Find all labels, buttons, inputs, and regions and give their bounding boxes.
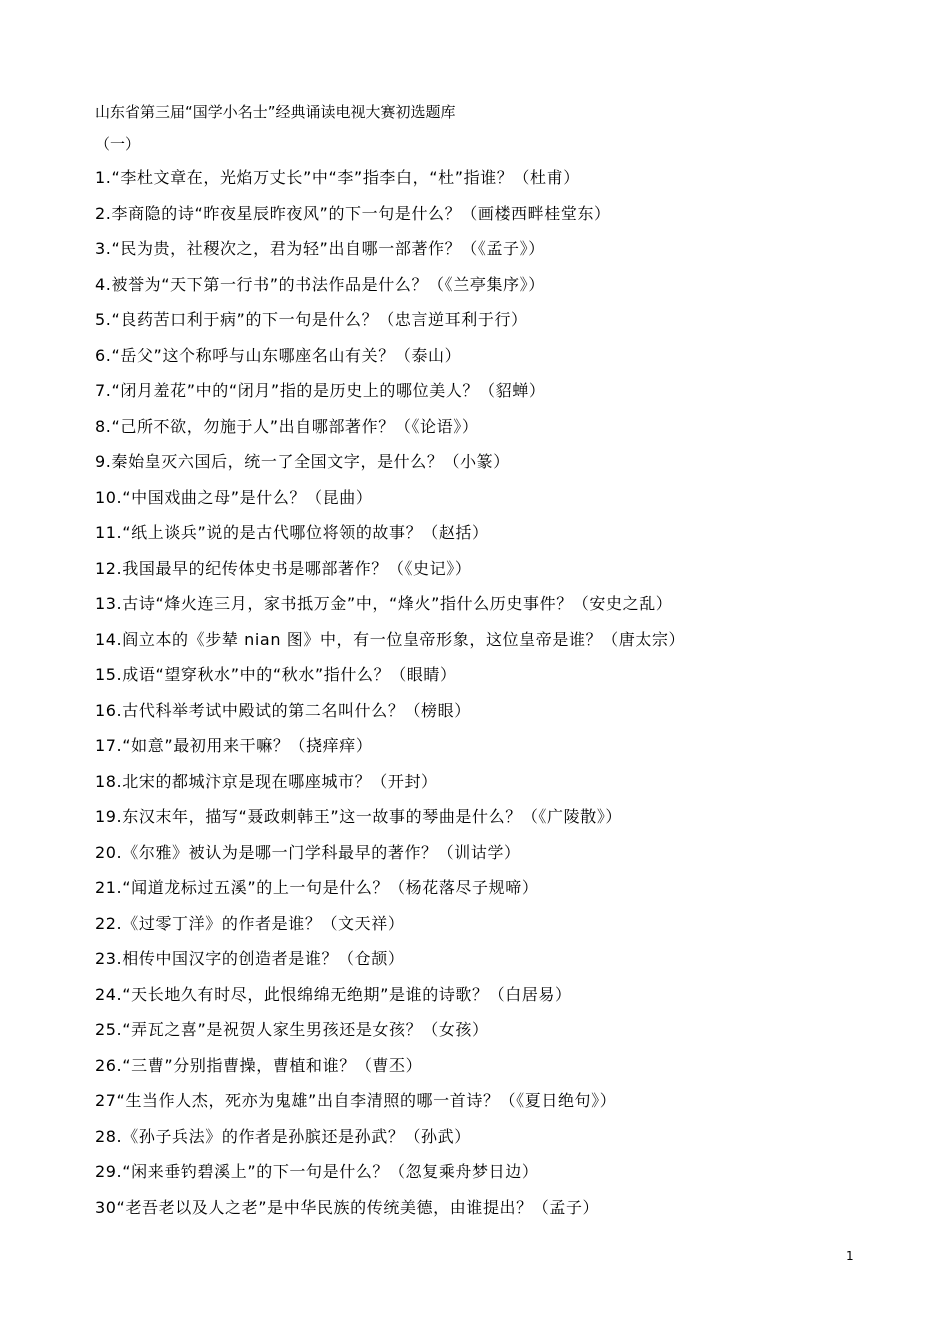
question-item: 16.古代科举考试中殿试的第二名叫什么？（榜眼） — [95, 700, 471, 720]
question-item: 18.北宋的都城汴京是现在哪座城市？（开封） — [95, 771, 438, 791]
question-item: 6.“岳父”这个称呼与山东哪座名山有关？（泰山） — [95, 345, 462, 365]
question-item: 28.《孙子兵法》的作者是孙膑还是孙武？（孙武） — [95, 1126, 471, 1146]
question-item: 29.“闲来垂钓碧溪上”的下一句是什么？（忽复乘舟梦日边） — [95, 1162, 539, 1181]
question-item: 10.“中国戏曲之母”是什么？（昆曲） — [95, 487, 373, 507]
question-item: 12.我国最早的纪传体史书是哪部著作？（《史记》） — [95, 558, 472, 578]
question-item: 19.东汉末年，描写“聂政刺韩王”这一故事的琴曲是什么？（《广陵散》） — [95, 807, 623, 826]
question-list — [95, 166, 895, 1231]
question-item: 17.“如意”最初用来干嘛？（挠痒痒） — [95, 736, 373, 755]
question-item: 22.《过零丁洋》的作者是谁？（文天祥） — [95, 913, 405, 933]
question-item: 4.被誉为“天下第一行书”的书法作品是什么？（《兰亭集序》） — [95, 274, 545, 294]
question-item: 2.李商隐的诗“昨夜星辰昨夜风”的下一句是什么？（画楼西畔桂堂东） — [95, 203, 611, 223]
question-item: 27“生当作人杰，死亦为鬼雄”出自李清照的哪一首诗？（《夏日绝句》） — [95, 1091, 617, 1110]
question-item: 1.“李杜文章在，光焰万丈长”中“李”指李白，“杜”指谁？（杜甫） — [95, 168, 580, 187]
question-item: 25.“弄瓦之喜”是祝贺人家生男孩还是女孩？（女孩） — [95, 1020, 489, 1039]
question-item: 24.“天长地久有时尽，此恨绵绵无绝期”是谁的诗歌？（白居易） — [95, 984, 572, 1004]
question-item: 14.阎立本的《步辇 nian 图》中，有一位皇帝形象，这位皇帝是谁？（唐太宗） — [95, 629, 686, 649]
question-item: 7.“闭月羞花”中的“闭月”指的是历史上的哪位美人？（貂蝉） — [95, 381, 546, 400]
question-item: 20.《尔雅》被认为是哪一门学科最早的著作？（训诂学） — [95, 842, 521, 862]
question-item: 3.“民为贵，社稷次之，君为轻”出自哪一部著作？（《孟子》） — [95, 239, 545, 258]
question-item: 9.秦始皇灭六国后，统一了全国文字，是什么？（小篆） — [95, 452, 510, 471]
question-item: 26.“三曹”分别指曹操，曹植和谁？（曹丕） — [95, 1055, 423, 1075]
question-item: 30“老吾老以及人之老”是中华民族的传统美德，由谁提出？（孟子） — [95, 1197, 600, 1217]
question-item: 21.“闻道龙标过五溪”的上一句是什么？（杨花落尽子规啼） — [95, 878, 539, 897]
section-label: （一） — [95, 135, 141, 153]
question-item: 8.“己所不欲，勿施于人”出自哪部著作？（《论语》） — [95, 416, 479, 436]
question-item: 5.“良药苦口利于病”的下一句是什么？（忠言逆耳利于行） — [95, 310, 528, 329]
page-number: 1 — [846, 1249, 854, 1263]
question-item: 15.成语“望穿秋水”中的“秋水”指什么？（眼睛） — [95, 665, 457, 684]
question-item: 23.相传中国汉字的创造者是谁？（仓颉） — [95, 949, 405, 968]
question-item: 13.古诗“烽火连三月，家书抵万金”中，“烽火”指什么历史事件？（安史之乱） — [95, 594, 673, 613]
document-title: 山东省第三届“国学小名士”经典诵读电视大赛初选题库 — [95, 103, 456, 121]
question-item: 11.“纸上谈兵”说的是古代哪位将领的故事？（赵括） — [95, 523, 489, 542]
